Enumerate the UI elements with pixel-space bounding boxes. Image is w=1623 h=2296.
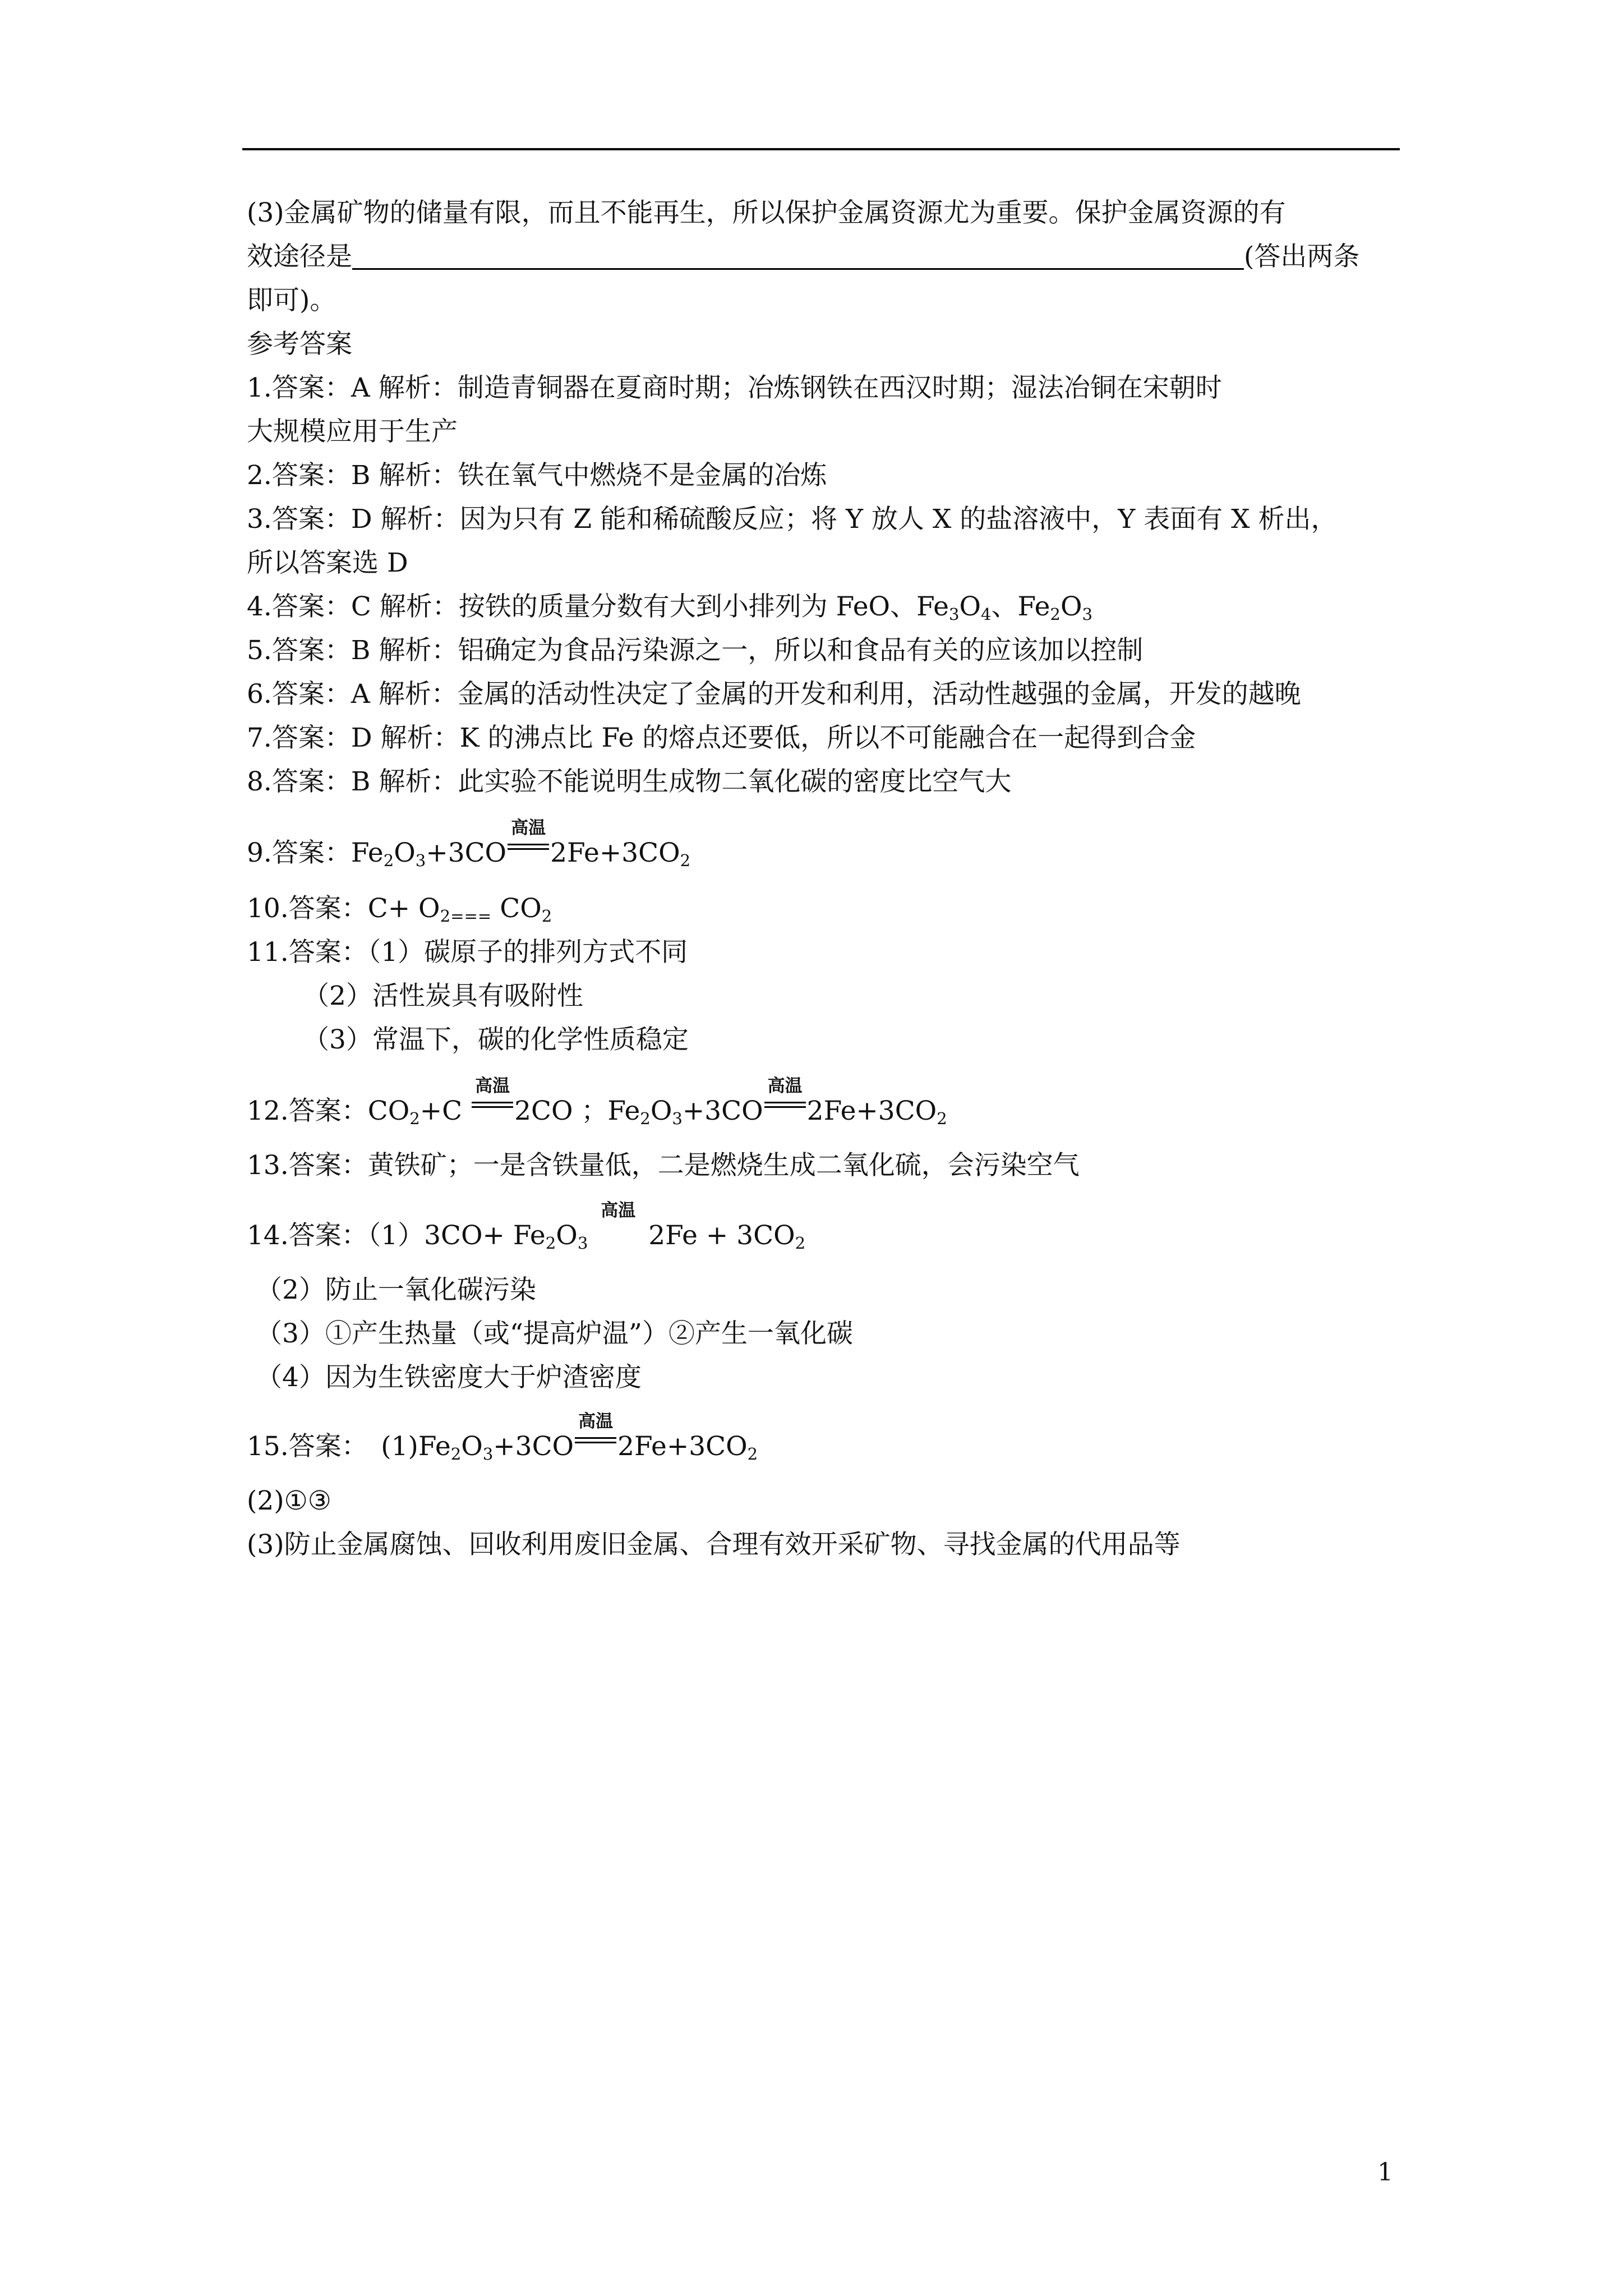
subscript: 2 <box>795 1234 806 1253</box>
subscript: 3 <box>415 851 426 871</box>
answer-14-part-2: （2）防止一氧化碳污染 <box>256 1274 536 1305</box>
answer-15-part-3: (3)防止金属腐蚀、回收利用废旧金属、合理有效开采矿物、寻找金属的代用品等 <box>247 1529 1181 1560</box>
question-3-line-3 <box>247 284 336 318</box>
element-fe: Fe <box>351 838 384 868</box>
element-o: O <box>650 1096 672 1126</box>
answer-2: 2.答案：B 解析：铁在氧气中燃烧不是金属的冶炼 <box>247 460 827 491</box>
question-3-text: (3)金属矿物的储量有限，而且不能再生，所以保护金属资源尤为重要。保护金属资源的有 <box>247 197 1286 228</box>
reaction-condition <box>574 1411 617 1455</box>
answer-14-products: 2Fe + 3CO <box>640 1220 795 1251</box>
element-fe: Fe <box>607 1096 640 1126</box>
answer-6: 6.答案：A 解析：金属的活动性决定了金属的开发和利用，活动性越强的金属，开发的越晚 <box>247 679 1301 710</box>
subscript: 2 <box>409 1109 420 1129</box>
double-line-arrow <box>575 1437 616 1443</box>
subscript: 3 <box>482 1444 494 1464</box>
reaction-condition <box>596 1200 640 1244</box>
answer-11-line-1 <box>247 936 688 969</box>
reactant-3co: +3CO <box>682 1096 763 1126</box>
answer-10-product: CO <box>491 893 542 924</box>
condition-text: 高温 <box>578 1411 614 1432</box>
subscript: 2 <box>640 1109 651 1129</box>
element-o: O <box>394 838 416 868</box>
question-3-line-2 <box>247 240 1359 274</box>
answer-14-label: 14.答案： <box>247 1220 368 1251</box>
subscript: 2 <box>541 907 552 926</box>
subscript: 2 <box>545 1234 556 1253</box>
answer-10-label: 10.答案： <box>247 893 368 924</box>
answer-8: 8.答案：B 解析：此实验不能说明生成物二氧化碳的密度比空气大 <box>247 766 1012 797</box>
question-3-line-1 <box>247 196 1286 230</box>
answer-10 <box>247 892 552 926</box>
subscript: 3 <box>1082 605 1093 624</box>
answer-3-line-2: 所以答案选 D <box>247 547 408 578</box>
answer-10-reactants: C+ O <box>367 893 440 924</box>
double-line-arrow <box>764 1102 806 1108</box>
answer-15-line-1 <box>247 1411 758 1464</box>
answer-3-line-1: 3.答案：D 解析：因为只有 Z 能和稀硫酸反应；将 Y 放人 X 的盐溶液中，Y 表面有 X 析出， <box>247 504 1338 535</box>
subscript: 3 <box>672 1109 683 1129</box>
element-o: O <box>556 1220 578 1251</box>
answers-title: 参考答案 <box>247 329 352 360</box>
reaction-condition <box>471 1076 514 1120</box>
subscript: 2 <box>383 851 394 871</box>
answer-14-line-1 <box>247 1200 806 1253</box>
answer-12-co: CO <box>367 1096 410 1126</box>
page-number: 1 <box>1377 2158 1393 2187</box>
answer-11-label: 11.答案： <box>247 937 368 968</box>
element-o: O <box>461 1431 483 1462</box>
subscript: 2 <box>450 1444 462 1464</box>
header-rule <box>242 148 1400 150</box>
subscript: 2 <box>937 1109 947 1129</box>
answer-11-part-3: （3）常温下，碳的化学性质稳定 <box>303 1024 689 1055</box>
answer-13: 13.答案：黄铁矿；一是含铁量低，二是燃烧生成二氧化硫，会污染空气 <box>247 1150 1080 1181</box>
answer-14-part-4: （4）因为生铁密度大于炉渣密度 <box>256 1362 642 1393</box>
condition-text: 高温 <box>767 1076 803 1096</box>
subscript: 2 <box>680 851 691 871</box>
subscript: 3 <box>577 1234 588 1253</box>
condition-text: 高温 <box>511 818 546 838</box>
answer-1-line-2: 大规模应用于生产 <box>247 416 458 447</box>
answer-9-label: 9.答案： <box>247 838 351 868</box>
answer-15-label: 15.答案： (1) <box>247 1431 418 1462</box>
answer-12-plus-c: +C <box>419 1096 471 1126</box>
answer-7: 7.答案：D 解析：K 的沸点比 Fe 的熔点还要低，所以不可能融合在一起得到合金 <box>247 723 1196 753</box>
double-line-arrow <box>508 844 549 850</box>
answer-4-text: 4.答案：C 解析：按铁的质量分数有大到小排列为 FeO、Fe <box>247 591 949 622</box>
double-line-arrow <box>472 1102 513 1108</box>
answer-9 <box>247 818 691 871</box>
answer-10-equals: === <box>450 907 492 926</box>
element-o: O <box>959 591 981 622</box>
answer-12 <box>247 1076 947 1129</box>
question-3-suffix: (答出两条 <box>1244 241 1360 272</box>
question-3-prefix: 效途径是 <box>247 241 352 272</box>
products: 2Fe+3CO <box>550 838 680 868</box>
answer-14-reactants: （1）3CO+ Fe <box>367 1220 546 1251</box>
reaction-condition <box>506 818 550 862</box>
reactant-3co: +3CO <box>426 838 507 868</box>
answer-11-part-1: （1）碳原子的排列方式不同 <box>367 937 688 968</box>
answer-12-label: 12.答案： <box>247 1096 368 1126</box>
condition-text: 高温 <box>475 1076 510 1096</box>
subscript: 3 <box>948 605 960 624</box>
products: 2Fe+3CO <box>617 1431 748 1462</box>
answer-15-part-2: (2)①③ <box>247 1485 331 1516</box>
question-3-text-end: 即可)。 <box>247 285 336 316</box>
reaction-condition <box>763 1076 807 1120</box>
answer-14-part-3: （3）①产生热量（或“提高炉温”）②产生一氧化碳 <box>256 1318 853 1349</box>
products: 2Fe+3CO <box>806 1096 937 1126</box>
answer-5: 5.答案：B 解析：铝确定为食品污染源之一，所以和食品有关的应该加以控制 <box>247 635 1144 666</box>
subscript: 2 <box>1050 605 1061 624</box>
answer-11-part-2: （2）活性炭具有吸附性 <box>303 981 583 1011</box>
element-fe: Fe <box>418 1431 451 1462</box>
condition-text: 高温 <box>601 1200 636 1221</box>
answer-4 <box>247 590 1092 624</box>
subscript: 2 <box>440 907 451 926</box>
answer-blank <box>352 240 1244 270</box>
answer-12-product-1: 2CO ； <box>514 1096 608 1126</box>
answer-1-line-1: 1.答案：A 解析：制造青铜器在夏商时期；冶炼钢铁在西汉时期；湿法冶铜在宋朝时 <box>247 372 1222 403</box>
subscript: 2 <box>747 1444 758 1464</box>
subscript: 4 <box>981 605 992 624</box>
element-o: O <box>1060 591 1082 622</box>
reactant-3co: +3CO <box>493 1431 574 1462</box>
answer-4-sep: 、Fe <box>991 591 1050 622</box>
